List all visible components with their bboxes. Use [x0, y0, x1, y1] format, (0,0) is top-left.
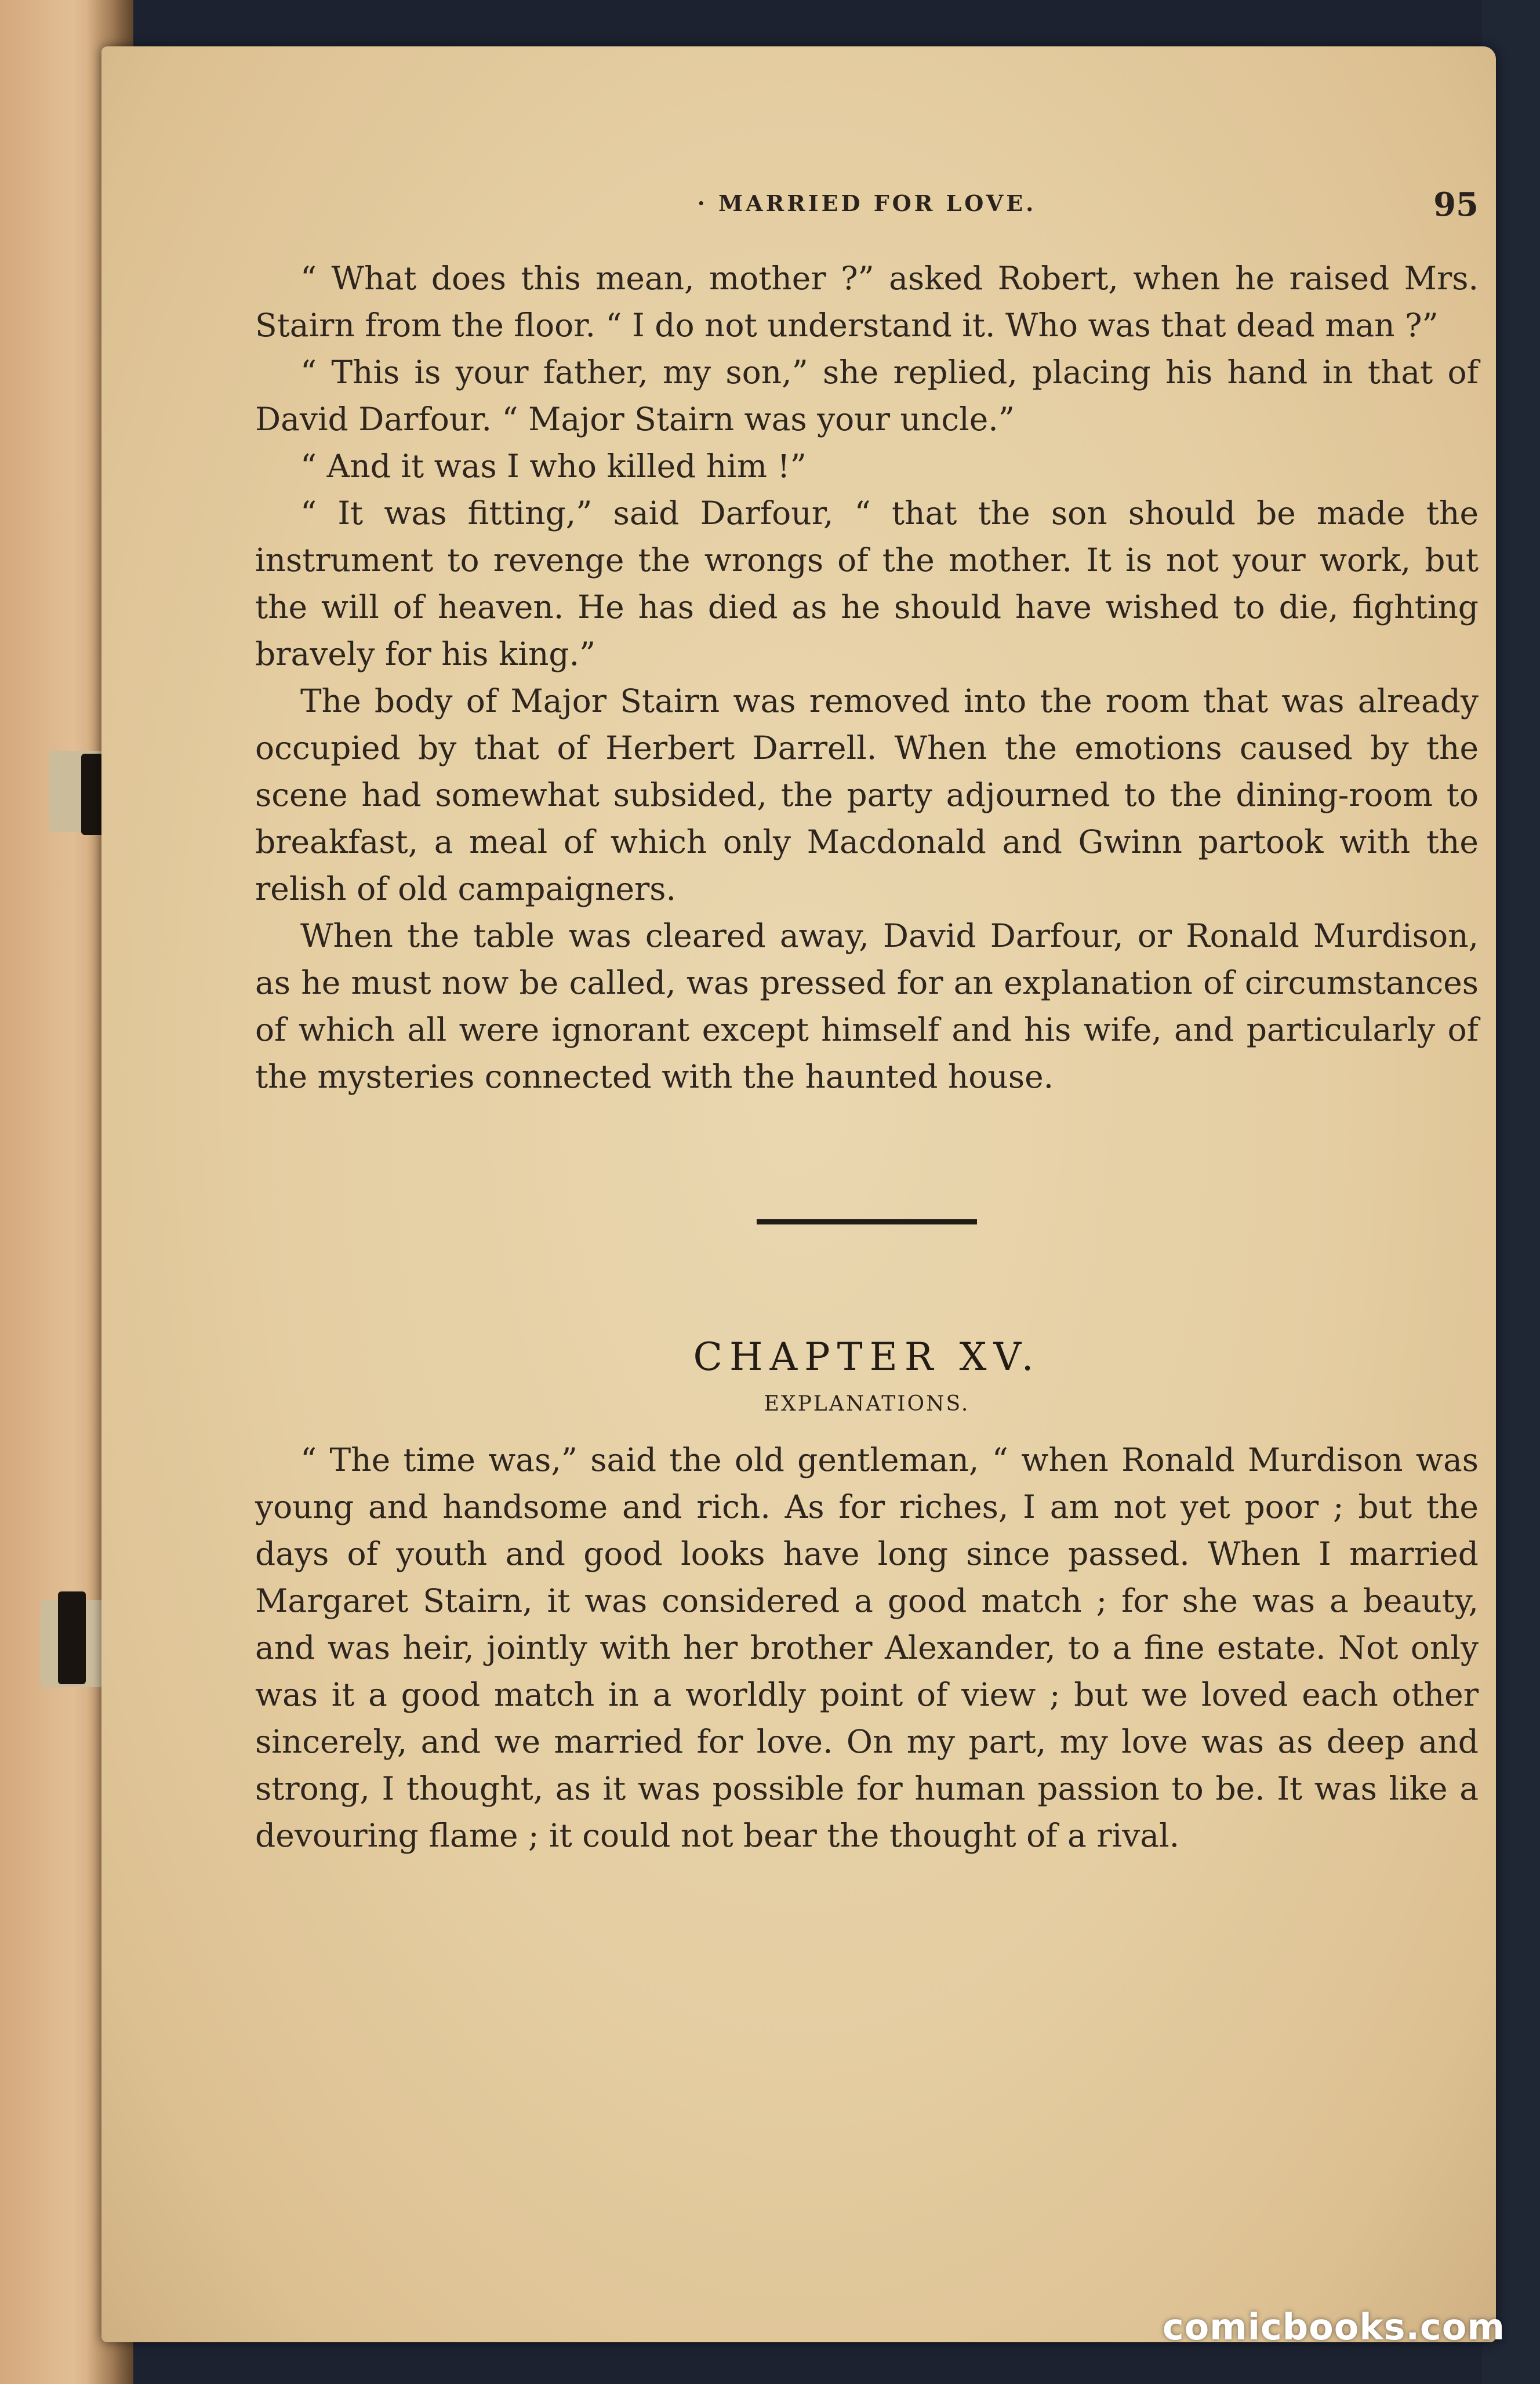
running-head-title: · MARRIED FOR LOVE.: [697, 190, 1037, 216]
paragraph: “ And it was I who killed him !”: [300, 448, 807, 485]
paragraph: “ It was fitting,” said Darfour, “ that the son should be made the instrument to revenge the wrongs of the mother. It is not your work, but the will of heaven. He has died as he should have wished to die, fighting bravely for his king.”: [255, 495, 1479, 673]
paragraph: “ The time was,” said the old gentleman, “ when Ronald Murdison was young and handsome and rich. As for riches, I am not yet poor ; but the days of youth and good looks have long since passed. When I married Margaret Stairn, it was considered a good match ; for she was a beauty, and was heir, jointly with her brother Alexander, to a fine estate. Not only was it a good match in a worldly point of view ; but we loved each other sincerely, and we married for love. On my part, my love was as deep and strong, I thought, as it was possible for human passion to be. It was like a devouring flame ; it could not bear the thought of a rival.: [255, 1441, 1479, 1854]
body-text-before: [255, 255, 1479, 1100]
section-divider-rule: [757, 1219, 977, 1224]
paragraph: When the table was cleared away, David Darfour, or Ronald Murdison, as he must now be called, was pressed for an explanation of circumstances of which all were ignorant except himself and his wife, and particularly of the mysteries connected with the haunted house.: [255, 917, 1479, 1095]
chapter-subtitle: EXPLANATIONS.: [764, 1392, 970, 1416]
running-head: [255, 186, 1479, 255]
chapter-title: CHAPTER XV.: [693, 1335, 1041, 1379]
binding-stitch-bottom: [58, 1591, 86, 1684]
watermark: comicbooks.com: [1162, 2306, 1505, 2348]
page-content: [255, 186, 1479, 1859]
paragraph: The body of Major Stairn was removed into the room that was already occupied by that of Herbert Darrell. When the emotions caused by the scene had somewhat subsided, the party adjourned to the dining-room to breakfast, a meal of which only Macdonald and Gwinn partook with the relish of old campaigners.: [255, 682, 1479, 907]
binding-stitch-top: [81, 754, 104, 835]
book-page: [101, 46, 1496, 2342]
paragraph: “ This is your father, my son,” she replied, placing his hand in that of David Darfour. “ Major Stairn was your uncle.”: [255, 354, 1479, 438]
paragraph: “ What does this mean, mother ?” asked Robert, when he raised Mrs. Stairn from the floor. “ I do not understand it. Who was that dead man ?”: [255, 260, 1479, 344]
page-number: 95: [1433, 186, 1479, 224]
body-text-after: [255, 1437, 1479, 1859]
